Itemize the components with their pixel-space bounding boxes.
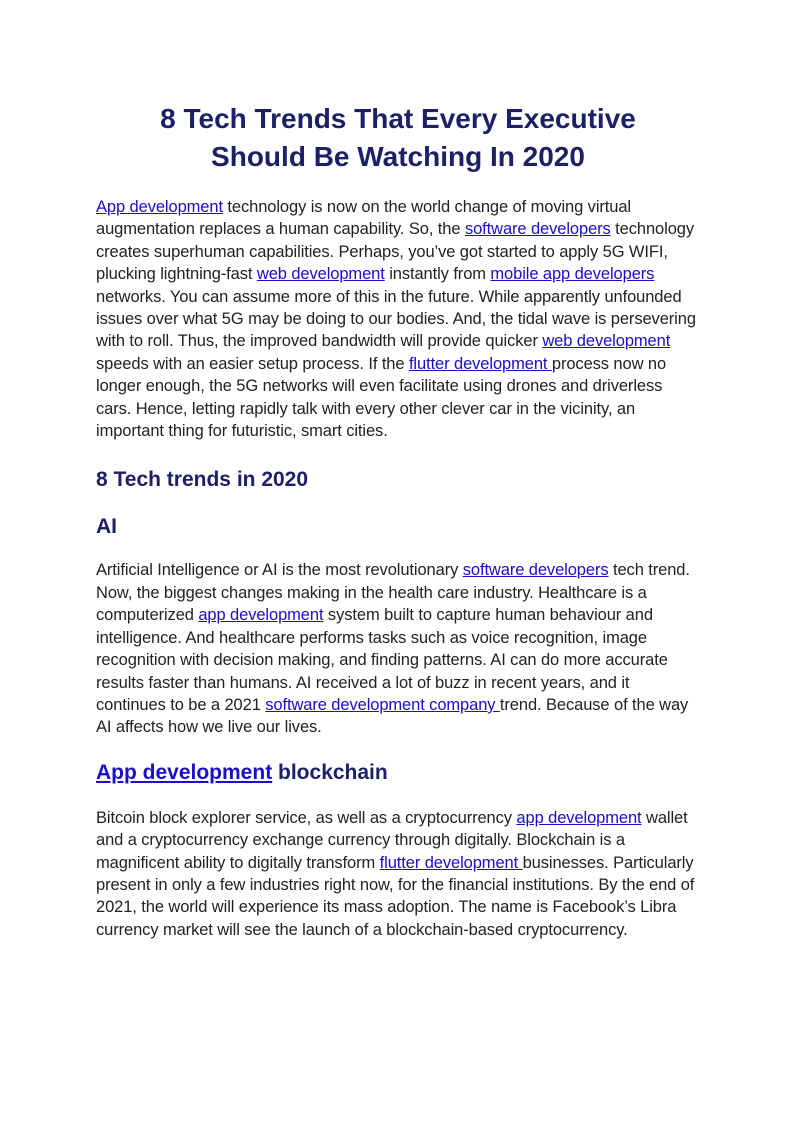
link-app-development[interactable]: App development (96, 198, 223, 216)
intro-text: instantly from (384, 265, 491, 284)
page-title-line-2: Should Be Watching In 2020 (211, 141, 585, 172)
blockchain-text: Bitcoin block explorer service, as well as a cryptocurrency (96, 808, 517, 827)
intro-text: networks. You can assume more of this in the future. While apparently unfounded issues over what 5G may be doing to our bodies. And, the tidal wave is persevering with to roll. Thus, the improved bandwidth will provide quicker (96, 287, 696, 351)
link-flutter-development-blockchain[interactable]: flutter development (379, 853, 523, 872)
page-title-line-1: 8 Tech Trends That Every Executive (160, 103, 636, 134)
link-web-development-2[interactable]: web development (542, 332, 671, 351)
intro-text: technology creates superhuman capabilities. Perhaps, you’ve got started to apply 5G WIFI, plucking lightning-fast (96, 220, 694, 284)
link-web-development[interactable]: web development (256, 265, 385, 284)
ai-text: trend. Because of the way AI affects how we live our lives. (96, 695, 689, 737)
link-mobile-app-developers[interactable]: mobile app developers (490, 265, 655, 284)
blockchain-text: businesses. Particularly present in only a few industries right now, for the financial institutions. By the end of 2021, the world will experience its mass adoption. The name is Facebook’s Libra currency market will see the launch of a blockchain-based cryptocurrency. (96, 853, 695, 939)
link-software-developers[interactable]: software developers (464, 220, 611, 239)
heading-tech-trends: 8 Tech trends in 2020 (96, 468, 309, 492)
link-flutter-development[interactable]: flutter development (408, 354, 552, 373)
blockchain-paragraph (96, 807, 700, 941)
heading-blockchain (96, 759, 700, 787)
intro-paragraph (96, 196, 700, 442)
ai-paragraph (96, 559, 700, 738)
article (96, 100, 700, 941)
link-software-developers-ai[interactable]: software developers (462, 561, 609, 580)
ai-text: system built to capture human behaviour and intelligence. And healthcare performs tasks such as voice recognition, image recognition with decision making, and finding patterns. AI can do more accurate results faster than humans. AI received a lot of buzz in recent years, and it continues to be a 2021 (96, 606, 668, 714)
heading-ai: AI (96, 515, 117, 539)
link-software-development-company[interactable]: software development company (265, 695, 500, 714)
page-title (96, 100, 700, 176)
link-app-development-heading[interactable]: App development (96, 760, 273, 784)
ai-text: Artificial Intelligence or AI is the most revolutionary (96, 561, 463, 580)
ai-text: tech trend. Now, the biggest changes making in the health care industry. Healthcare is a computerized (96, 561, 690, 625)
heading-blockchain-text: blockchain (272, 760, 388, 784)
blockchain-text: wallet and a cryptocurrency exchange currency through digitally. Blockchain is a magnificent ability to digitally transform (96, 808, 688, 872)
link-app-development-blockchain[interactable]: app development (516, 808, 642, 827)
intro-text: technology is now on the world change of moving virtual augmentation replaces a human capability. So, the (96, 198, 631, 239)
intro-text: speeds with an easier setup process. If the (96, 354, 409, 373)
link-app-development-ai[interactable]: app development (198, 606, 324, 625)
intro-text: process now no longer enough, the 5G networks will even facilitate using drones and driverless cars. Hence, letting rapidly talk with every other clever car in the vicinity, an important thing for futuristic, smart cities. (96, 354, 667, 441)
